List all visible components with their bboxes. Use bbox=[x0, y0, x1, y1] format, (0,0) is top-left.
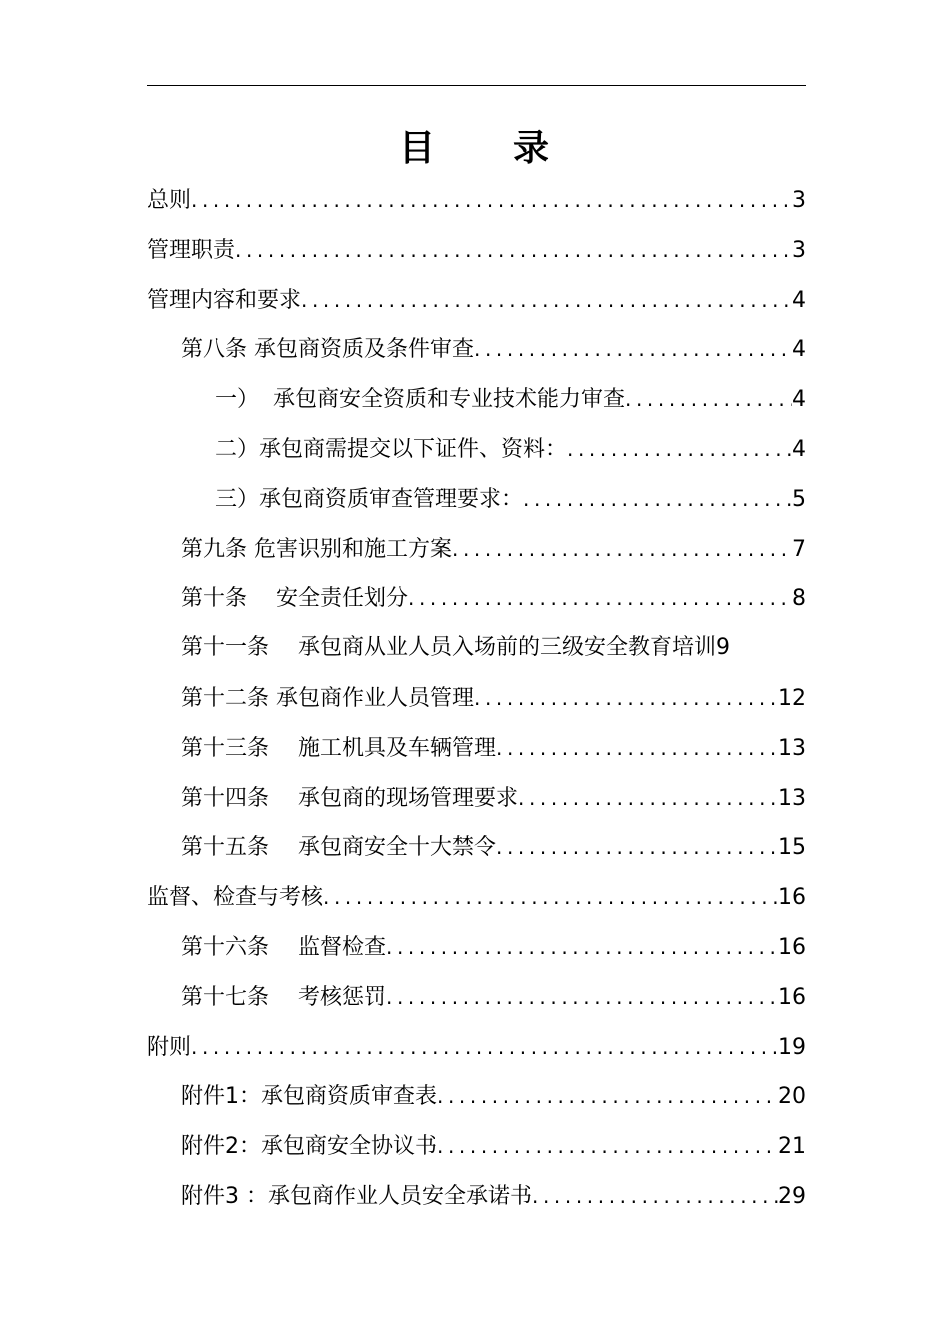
dot-leader bbox=[191, 1025, 778, 1069]
toc-entry-page-number: 4 bbox=[792, 387, 806, 413]
dot-leader bbox=[386, 925, 778, 969]
dot-leader bbox=[474, 327, 792, 371]
toc-entry[interactable] bbox=[147, 527, 806, 577]
toc-entry[interactable] bbox=[147, 626, 806, 676]
toc-entry-page-number: 13 bbox=[778, 785, 806, 811]
toc-entry-page-number: 13 bbox=[778, 735, 806, 761]
toc-entry-page-number: 4 bbox=[792, 337, 806, 363]
toc-entry-page-number: 16 bbox=[778, 885, 806, 911]
header-rule bbox=[147, 85, 806, 86]
toc-entry[interactable] bbox=[147, 1124, 806, 1174]
toc-entry[interactable] bbox=[147, 776, 806, 826]
toc-entry[interactable] bbox=[147, 825, 806, 875]
toc-entry-page-number: 16 bbox=[778, 934, 806, 960]
toc-entry[interactable] bbox=[147, 676, 806, 726]
toc-entry-page-number: 4 bbox=[792, 287, 806, 313]
toc-entry[interactable] bbox=[147, 278, 806, 328]
toc-entry-page-number: 20 bbox=[778, 1084, 806, 1110]
toc-entry[interactable] bbox=[147, 875, 806, 925]
toc-entry-title: 第十二条 承包商作业人员管理 bbox=[181, 685, 474, 711]
toc-entry-page-number: 16 bbox=[778, 984, 806, 1010]
toc-entry-title: 第十一条 承包商从业人员入场前的三级安全教育培训 bbox=[181, 635, 716, 661]
dot-leader bbox=[625, 377, 792, 421]
toc-entry-title: 附件1：承包商资质审查表 bbox=[181, 1084, 437, 1110]
toc-entry-title: 第十条 安全责任划分 bbox=[181, 586, 408, 612]
toc-entry-title: 附件2：承包商安全协议书 bbox=[181, 1134, 437, 1160]
toc-entry[interactable] bbox=[147, 178, 806, 228]
toc-entry-page-number: 8 bbox=[792, 586, 806, 612]
toc-entry[interactable] bbox=[147, 1025, 806, 1075]
toc-entry[interactable] bbox=[147, 377, 806, 427]
toc-entry-page-number: 15 bbox=[778, 835, 806, 861]
toc-entry-page-number: 4 bbox=[792, 436, 806, 462]
toc-entry-title: 总则 bbox=[147, 188, 192, 213]
toc-entry[interactable] bbox=[147, 228, 806, 278]
dot-leader bbox=[567, 427, 792, 471]
dot-leader bbox=[452, 527, 792, 571]
toc-entry-title: 第九条 危害识别和施工方案 bbox=[181, 536, 452, 562]
toc-entry-title: 监督、检查与考核 bbox=[147, 885, 324, 911]
dot-leader bbox=[474, 676, 778, 720]
toc-entry[interactable] bbox=[147, 427, 806, 477]
toc-entry[interactable] bbox=[147, 327, 806, 377]
toc-entry-title: 管理职责 bbox=[147, 237, 236, 263]
toc-entry-title: 第十七条 考核惩罚 bbox=[181, 984, 386, 1010]
dot-leader bbox=[496, 825, 778, 869]
dot-leader bbox=[437, 1074, 778, 1118]
toc-entry-page-number: 3 bbox=[792, 188, 806, 213]
dot-leader bbox=[532, 1174, 778, 1218]
table-of-contents bbox=[147, 178, 806, 1224]
dot-leader bbox=[191, 178, 792, 222]
toc-entry-title: 三）承包商资质审查管理要求： bbox=[215, 486, 524, 512]
dot-leader bbox=[323, 875, 778, 919]
dot-leader bbox=[496, 726, 778, 770]
toc-entry-page-number: 9 bbox=[716, 635, 730, 661]
toc-entry-page-number: 12 bbox=[778, 685, 806, 711]
dot-leader bbox=[235, 228, 792, 272]
dot-leader bbox=[301, 278, 792, 322]
toc-entry-title: 第八条 承包商资质及条件审查 bbox=[181, 337, 474, 363]
dot-leader bbox=[523, 477, 792, 521]
toc-entry-title: 二）承包商需提交以下证件、资料： bbox=[215, 436, 568, 462]
toc-entry-title: 第十六条 监督检查 bbox=[181, 934, 386, 960]
toc-entry[interactable] bbox=[147, 975, 806, 1025]
toc-title: 目 录 bbox=[398, 128, 551, 169]
toc-entry[interactable] bbox=[147, 726, 806, 776]
toc-entry[interactable] bbox=[147, 925, 806, 975]
toc-entry[interactable] bbox=[147, 1174, 806, 1224]
toc-entry-title: 第十五条 承包商安全十大禁令 bbox=[181, 835, 496, 861]
toc-entry[interactable] bbox=[147, 576, 806, 626]
toc-entry-page-number: 19 bbox=[778, 1034, 806, 1060]
dot-leader bbox=[408, 576, 792, 620]
toc-entry-page-number: 5 bbox=[792, 486, 806, 512]
toc-entry-page-number: 29 bbox=[778, 1183, 806, 1209]
dot-leader bbox=[386, 975, 778, 1019]
toc-entry-title: 附则 bbox=[147, 1034, 192, 1060]
toc-entry[interactable] bbox=[147, 1074, 806, 1124]
dot-leader bbox=[518, 776, 778, 820]
dot-leader bbox=[437, 1124, 778, 1168]
toc-entry-title: 第十三条 施工机具及车辆管理 bbox=[181, 735, 496, 761]
toc-entry-page-number: 7 bbox=[792, 536, 806, 562]
toc-entry-title: 管理内容和要求 bbox=[147, 287, 302, 313]
toc-entry-title: 一） 承包商安全资质和专业技术能力审查 bbox=[215, 387, 625, 413]
toc-entry-title: 第十四条 承包商的现场管理要求 bbox=[181, 785, 518, 811]
toc-entry-page-number: 3 bbox=[792, 237, 806, 263]
toc-entry-page-number: 21 bbox=[778, 1134, 806, 1160]
toc-entry-title: 附件3 ：承包商作业人员安全承诺书 bbox=[181, 1183, 532, 1209]
toc-entry[interactable] bbox=[147, 477, 806, 527]
